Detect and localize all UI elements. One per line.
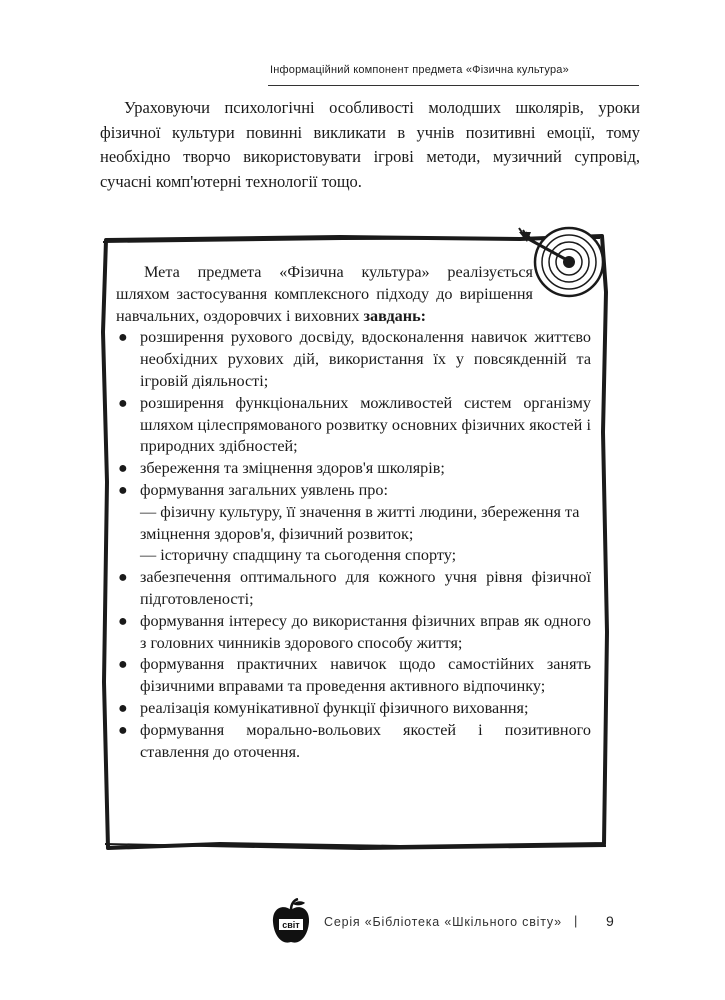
bullet-icon: ● <box>118 329 128 347</box>
bullet-icon: ● <box>118 460 128 478</box>
footer-separator: | <box>574 913 578 928</box>
list-item <box>116 480 591 502</box>
list-item <box>116 327 591 392</box>
list-item-text: забезпечення оптимального для кожного учня рівня фізичної підготовленості; <box>140 568 591 608</box>
list-item-text: формування практичних навичок щодо самостійних занять фізичними вправами та проведення активного відпочинку; <box>140 655 591 696</box>
sub-item: — історичну спадщину та сьогодення спорту; <box>140 546 457 565</box>
bullet-icon: ● <box>118 721 128 739</box>
header-rule <box>268 85 639 86</box>
list-item <box>116 567 591 611</box>
list-item-text: формування загальних уявлень про: <box>140 480 388 499</box>
list-item <box>116 458 591 480</box>
intro-paragraph: Ураховуючи психологічні особливості молодших школярів, уроки фізичної культури повинні викликати в учнів позитивні емоції, тому необхідно творчо використовувати ігрові методи, музичний супровід, сучасні комп'ютерні технології тощо. <box>100 98 640 191</box>
list-item-text: формування інтересу до використання фізичних вправ як одного з головних чинників здорового способу життя; <box>140 611 591 652</box>
bullet-icon: ● <box>118 656 128 674</box>
tasks-lead <box>116 262 591 327</box>
bullet-icon: ● <box>118 569 128 587</box>
list-item <box>116 611 591 655</box>
list-item-text: реалізація комунікативної функції фізичного виховання; <box>140 698 529 717</box>
list-item <box>116 654 591 698</box>
tasks-box <box>116 262 591 763</box>
list-item-text: збереження та зміцнення здоров'я школярів; <box>140 459 445 478</box>
tasks-list <box>116 327 591 501</box>
running-header: Інформаційний компонент предмета «Фізична культура» <box>270 64 569 76</box>
bullet-icon: ● <box>118 394 128 412</box>
tasks-lead-bold: завдань: <box>363 306 427 325</box>
apple-logo-icon <box>270 898 312 946</box>
list-item <box>116 393 591 458</box>
list-item <box>116 720 591 764</box>
sub-item: — фізичну культуру, її значення в житті людини, збереження та зміцнення здоров'я, фізичний розвиток; <box>140 502 580 543</box>
intro-paragraph-block <box>100 96 640 194</box>
bullet-icon: ● <box>118 481 128 499</box>
list-item <box>116 698 591 720</box>
bullet-icon: ● <box>118 612 128 630</box>
page-number: 9 <box>606 913 614 929</box>
tasks-list-continued <box>116 567 591 763</box>
tasks-lead-text: Мета предмета «Фізична культура» реалізується шляхом застосування комплексного підходу до вирішення навчальних, оздоровчих і виховних <box>116 263 533 325</box>
list-item-text: розширення функціональних можливостей систем організму шляхом цілеспрямованого розвитку основних фізичних якостей і природних здібностей; <box>140 393 591 456</box>
apple-logo-text: світ <box>282 920 300 930</box>
series-title: Серія «Бібліотека «Шкільного світу» <box>324 915 562 929</box>
list-item-text: розширення рухового досвіду, вдосконалення навичок життєво необхідних рухових дій, використання їх у повсякденній та ігровій діяльності; <box>140 328 591 390</box>
list-item-text: формування морально-вольових якостей і позитивного ставлення до оточення. <box>140 720 591 761</box>
bullet-icon: ● <box>118 699 128 717</box>
